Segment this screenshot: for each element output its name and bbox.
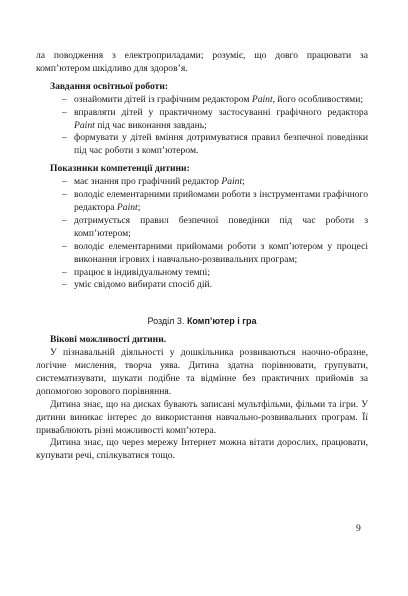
list-item: – формувати у дітей вміння дотримуватися правил безпечної поведінки під час роботи з комп’ютером. — [36, 132, 368, 158]
tasks-list — [36, 94, 368, 159]
section-label: Розділ 3. — [147, 316, 185, 327]
page-content — [36, 50, 368, 463]
list-item: – дотримується правил безпечної поведінки під час роботи з комп’ютером; — [36, 215, 368, 241]
intro-continuation: ла поводження з електроприладами; розуміє, що довго працювати за комп’ютером шкідливо для здоров’я. — [36, 50, 368, 74]
list-item: – має знання про графічний редактор Paint; — [36, 176, 368, 189]
section-name: Комп’ютер і гра — [186, 316, 257, 327]
page-number: 9 — [356, 523, 361, 534]
list-item: – володіє елементарними прийомами роботи з комп’ютером у процесі виконання ігрових і навчально-розвивальних програм; — [36, 241, 368, 267]
list-item: – ознайомити дітей із графічним редактором Paint, його особливостями; — [36, 94, 368, 107]
age-paragraph: Дитина знає, що через мережу Інтернет можна вітати дорослих, працювати, купувати речі, спілкуватися тощо. — [36, 437, 368, 462]
list-item: – вправляти дітей у практичному застосуванні графічного редактора Paint під час виконання завдань; — [36, 107, 368, 133]
age-paragraph: У пізнавальній діяльності у дошкільника розвиваються наочно-образне, логічне мислення, творча уява. Дитина здатна порівнювати, групувати, систематизувати, шукати подібне та відмінне без практичних прийомів за допомогою зорового порівняння. — [36, 347, 368, 397]
age-paragraph: Дитина знає, що на дисках бувають записані мультфільми, фільми та ігри. У дитини виникає інтерес до використання навчально-розвивальних програм. Її приваблюють різні можливості комп’ютера. — [36, 398, 368, 436]
competence-heading: Показники компетенції дитини: — [50, 163, 190, 175]
tasks-heading: Завдання освітньої роботи: — [50, 80, 169, 92]
list-item: – уміє свідомо вибирати спосіб дій. — [36, 279, 368, 292]
age-heading: Вікові можливості дитини. — [50, 334, 167, 346]
list-item: – володіє елементарними прийомами роботи з інструментами графічного редактора Paint; — [36, 189, 368, 215]
competence-list — [36, 176, 368, 292]
section-title — [36, 315, 368, 328]
list-item: – працює в індивідуальному темпі; — [36, 267, 368, 280]
